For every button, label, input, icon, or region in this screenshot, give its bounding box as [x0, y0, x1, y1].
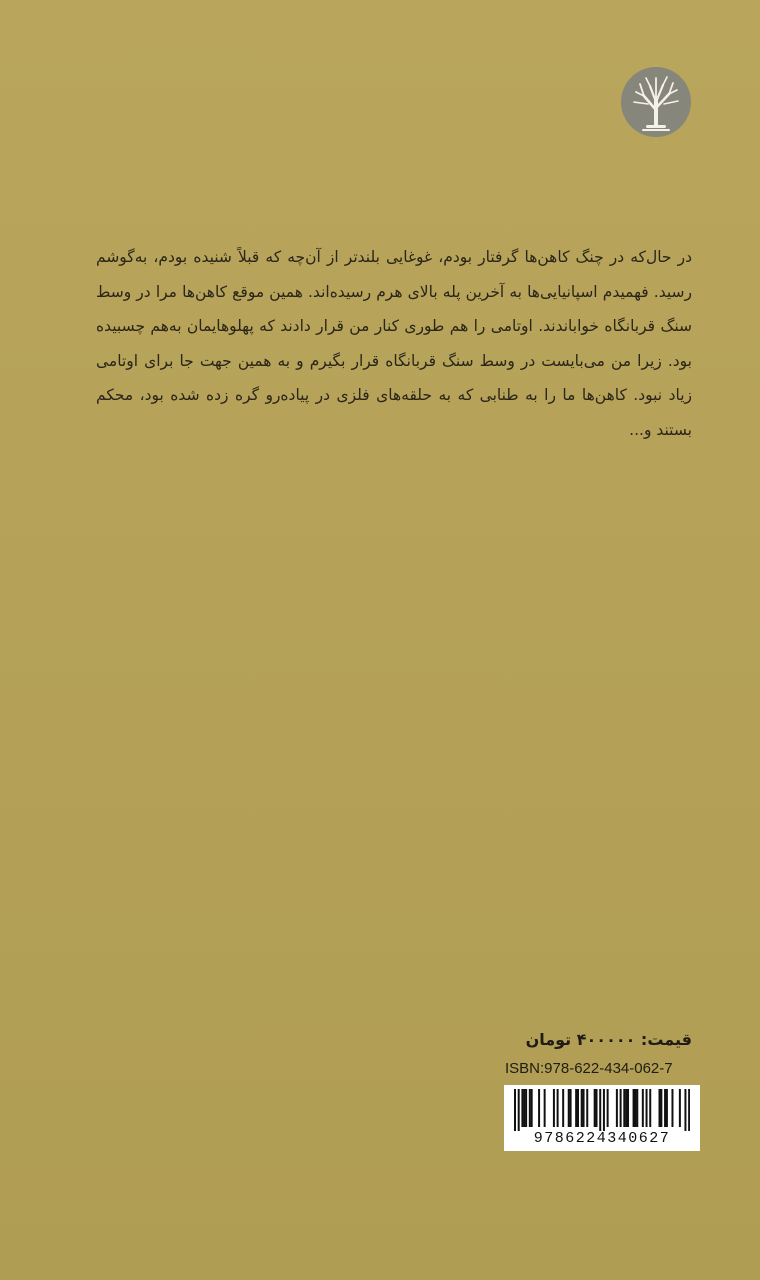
barcode-bar [666, 1089, 668, 1127]
barcode-bar [671, 1089, 673, 1127]
barcode-bar [636, 1089, 638, 1127]
barcode-digits: 9786224340627 [533, 1130, 671, 1147]
barcode-bar [607, 1089, 609, 1127]
barcode-bar [531, 1089, 533, 1127]
barcode-bar [684, 1089, 686, 1131]
barcode-bar [623, 1089, 625, 1127]
isbn-label: ISBN:978-622-434-062-7 [505, 1060, 673, 1077]
barcode-bar [575, 1089, 577, 1127]
barcode-bar [659, 1089, 661, 1127]
barcode [504, 1085, 700, 1151]
barcode-bar [616, 1089, 618, 1127]
barcode-bar [562, 1089, 564, 1127]
barcode-bar [625, 1089, 627, 1127]
barcode-bar [634, 1089, 636, 1127]
barcode-bar [523, 1089, 525, 1127]
barcode-bar [581, 1089, 583, 1127]
barcode-bar [544, 1089, 546, 1127]
barcode-bar [596, 1089, 598, 1127]
price-label: قیمت: ۴۰۰۰۰۰ تومان [525, 1030, 692, 1049]
barcode-bar [525, 1089, 527, 1127]
barcode-bar [553, 1089, 555, 1127]
barcode-bar [688, 1089, 690, 1131]
barcode-bar [521, 1089, 523, 1127]
barcode-bar [583, 1089, 585, 1127]
barcode-bar [538, 1089, 540, 1127]
barcode-bars [514, 1089, 690, 1131]
tree-icon [620, 66, 692, 138]
barcode-bar [633, 1089, 635, 1127]
barcode-bar [529, 1089, 531, 1127]
barcode-bar [594, 1089, 596, 1127]
back-cover-blurb: در حال‌که در چنگ کاهن‌ها گرفتار بودم، غوغایی بلندتر از آن‌چه که قبلاً شنیده بودم، به‌گوشم رسید. فهمیدم اسپانیایی‌ها به آخرین پله بالای هرم رسیده‌اند. همین موقع کاهن‌ها مرا در وسط سنگ قربانگاه خواباندند. اوتامی را هم طوری کنار من قرار دادند که پهلوهایمان به‌هم چسبیده بود. زیرا من می‌بایست در وسط سنگ قربانگاه قرار بگیرم و به همین جهت جا برای اوتامی زیاد نبود. کاهن‌ها ما را به طنابی که به حلقه‌های فلزی در پیاده‌رو گره زده شده بود، محکم بستند و... [96, 248, 692, 439]
barcode-bar [642, 1089, 644, 1127]
barcode-bar [649, 1089, 651, 1127]
barcode-bar [568, 1089, 570, 1127]
barcode-bar [646, 1089, 648, 1127]
barcode-bar [664, 1089, 666, 1127]
barcode-bar [570, 1089, 572, 1127]
barcode-bar [586, 1089, 588, 1127]
barcode-bar [518, 1089, 520, 1131]
barcode-bar [514, 1089, 516, 1131]
barcode-bar [557, 1089, 559, 1127]
barcode-bar [599, 1089, 601, 1131]
barcode-bar [620, 1089, 622, 1127]
barcode-bar [577, 1089, 579, 1127]
barcode-bar [660, 1089, 662, 1127]
barcode-bar [679, 1089, 681, 1127]
barcode-bar [603, 1089, 605, 1131]
barcode-bar [627, 1089, 629, 1127]
